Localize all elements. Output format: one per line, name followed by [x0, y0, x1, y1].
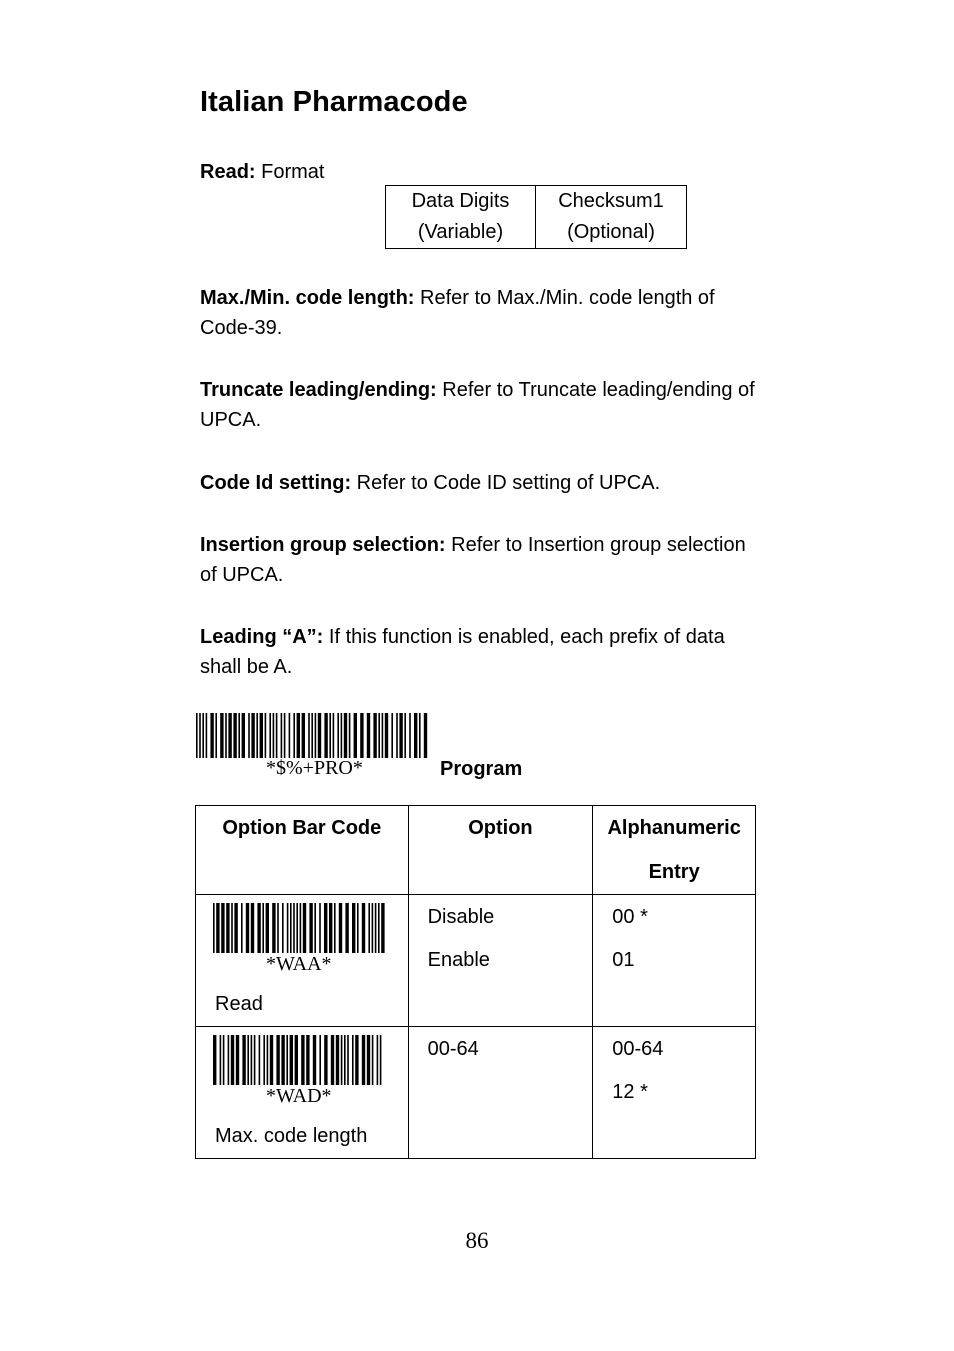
barcode-bar — [262, 903, 264, 953]
barcode-bar — [282, 903, 284, 953]
barcode-bar — [228, 713, 231, 758]
barcode-bar — [216, 903, 219, 953]
barcode-bar — [226, 903, 229, 953]
barcode-bar — [378, 713, 380, 758]
barcode-bar — [341, 713, 343, 758]
barcode-bar — [225, 713, 227, 758]
barcode-bar — [309, 903, 312, 953]
barcode-bar — [404, 713, 406, 758]
barcode-bar — [241, 903, 243, 953]
barcode-bar — [368, 903, 370, 953]
barcode-bar — [251, 713, 254, 758]
barcode-bar — [215, 713, 217, 758]
read-label: Read: — [200, 161, 256, 183]
barcode-bar — [308, 713, 310, 758]
barcode-bar — [341, 1035, 343, 1085]
barcode-bar — [382, 713, 384, 758]
barcode-bar — [284, 713, 286, 758]
barcode-bar — [221, 903, 224, 953]
barcode-bar — [242, 713, 245, 758]
barcode-bar — [362, 1035, 365, 1085]
option-value: Enable — [427, 949, 490, 971]
barcode-bar — [381, 903, 384, 953]
barcode-bar — [324, 1035, 327, 1085]
format-cell-line: Checksum1 — [558, 190, 664, 212]
barcode-bar — [223, 1035, 225, 1085]
barcode-bar — [375, 903, 377, 953]
barcode-bar — [372, 1035, 374, 1085]
row-name: Max. code length — [215, 1125, 368, 1147]
barcode-bar — [257, 903, 260, 953]
barcode-bar — [349, 713, 351, 758]
header-text: Option Bar Code — [222, 817, 382, 839]
program-barcode-caption: *$%+PRO* — [266, 757, 363, 779]
barcode-bar — [324, 903, 327, 953]
page-number: 86 — [465, 1228, 489, 1253]
section-truncate — [200, 375, 760, 435]
barcode-bar — [297, 713, 300, 758]
section-code-id — [200, 468, 760, 498]
row-read-options-cell — [408, 895, 593, 1027]
barcode-bar — [367, 1035, 370, 1085]
barcode-bar — [265, 713, 267, 758]
barcode-bar — [352, 1035, 354, 1085]
barcode-bar — [409, 713, 411, 758]
barcode-bar — [287, 903, 289, 953]
barcode-bar — [399, 713, 402, 758]
table-row — [196, 1027, 756, 1159]
section-label: Truncate leading/ending: — [200, 379, 437, 401]
barcode-bar — [231, 903, 233, 953]
page-title: Italian Pharmacode — [200, 86, 468, 118]
barcode-bar — [300, 903, 302, 953]
barcode-bar — [289, 713, 291, 758]
barcode-bar — [306, 1035, 309, 1085]
barcode-bar — [385, 713, 388, 758]
barcode-bar — [234, 903, 237, 953]
section-insertion-group — [200, 530, 760, 590]
option-value: Disable — [427, 906, 495, 928]
barcode-bar — [247, 1035, 249, 1085]
barcode-bar — [334, 903, 336, 953]
barcode-bar — [319, 903, 321, 953]
barcode-bar — [293, 903, 295, 953]
barcode-bar — [324, 713, 327, 758]
barcode-bar — [242, 1035, 245, 1085]
barcode-bar — [248, 713, 250, 758]
section-text: Refer to Insertion group selection of UPCA. — [200, 534, 746, 586]
entry-value: 00-64 — [612, 1038, 664, 1060]
barcode-bar — [314, 903, 316, 953]
barcode-bar — [270, 1035, 273, 1085]
barcode-bar — [213, 903, 215, 953]
barcode-bar — [378, 903, 380, 953]
section-label: Leading “A”: — [200, 626, 324, 648]
entry-value: 00 * — [612, 906, 648, 928]
read-barcode-caption: *WAA* — [266, 953, 332, 975]
barcode-bar — [220, 713, 223, 758]
barcode-bar — [273, 713, 275, 758]
barcode-bar — [333, 713, 335, 758]
header-text: Option — [468, 817, 533, 839]
barcode-bar — [296, 903, 298, 953]
section-text: Refer to Code ID setting of UPCA. — [356, 472, 661, 494]
section-max-min-code-length — [200, 283, 760, 343]
row-read-barcode-cell — [196, 895, 409, 1027]
barcode-bar — [281, 713, 283, 758]
header-text: Entry — [648, 861, 700, 883]
options-table-header — [196, 806, 756, 895]
barcode-bar — [267, 1035, 269, 1085]
barcode-bar — [414, 713, 417, 758]
row-name: Read — [215, 993, 263, 1015]
header-option-bar-code — [196, 806, 409, 895]
barcode-bar — [202, 713, 204, 758]
barcode-bar — [259, 1035, 261, 1085]
barcode-bar — [238, 713, 240, 758]
barcode-bar — [336, 1035, 339, 1085]
row-max-code-length-options-cell — [408, 1027, 593, 1159]
entry-value: 01 — [612, 949, 635, 971]
row-max-code-length-entries-cell — [593, 1027, 756, 1159]
barcode-bar — [210, 713, 213, 758]
barcode-bar — [254, 1035, 256, 1085]
barcode-bar — [286, 1035, 288, 1085]
option-value: 00-64 — [427, 1038, 479, 1060]
table-row — [196, 895, 756, 1027]
barcode-bar — [311, 713, 313, 758]
barcode-bar — [377, 1035, 379, 1085]
barcode-bar — [424, 713, 427, 758]
read-text: Format — [261, 161, 325, 183]
barcode-bar — [303, 903, 306, 953]
barcode-bar — [360, 713, 363, 758]
section-label: Insertion group selection: — [200, 534, 446, 556]
barcode-bar — [290, 1035, 293, 1085]
barcode-bar — [344, 713, 347, 758]
barcode-bar — [339, 903, 342, 953]
barcode-bar — [228, 1035, 230, 1085]
barcode-bar — [373, 713, 376, 758]
barcode-bar — [281, 1035, 284, 1085]
barcode-bar — [295, 1035, 298, 1085]
barcode-bar — [196, 713, 198, 758]
barcode-bar — [329, 713, 331, 758]
barcode-bar — [396, 713, 398, 758]
barcode-bar — [313, 1035, 316, 1085]
barcode-bar — [347, 1035, 349, 1085]
header-text: Alphanumeric — [607, 817, 741, 839]
barcode-bar — [293, 713, 295, 758]
barcode-bar — [354, 713, 357, 758]
read-barcode[interactable] — [213, 903, 385, 953]
barcode-bar — [380, 1035, 382, 1085]
barcode-bar — [256, 713, 258, 758]
barcode-bar — [315, 713, 317, 758]
barcode-bar — [301, 1035, 304, 1085]
barcode-bar — [419, 713, 421, 758]
format-table — [385, 185, 687, 249]
barcode-bar — [266, 903, 269, 953]
section-text: Refer to Truncate leading/ending of UPCA. — [200, 379, 755, 431]
header-alphanumeric-entry — [593, 806, 756, 895]
barcode-bar — [331, 1035, 334, 1085]
barcode-bar — [246, 903, 249, 953]
section-leading-a — [200, 622, 760, 682]
barcode-bar — [290, 903, 292, 953]
barcode-bar — [263, 1035, 265, 1085]
barcode-bar — [276, 713, 278, 758]
program-barcode[interactable] — [196, 713, 428, 758]
barcode-bar — [357, 903, 359, 953]
barcode-bar — [318, 713, 321, 758]
barcode-bar — [269, 713, 271, 758]
barcode-bar — [372, 903, 374, 953]
format-cell-line: Data Digits — [411, 190, 510, 212]
barcode-bar — [367, 713, 370, 758]
barcode-bar — [362, 903, 365, 953]
program-label: Program — [440, 758, 523, 780]
barcode-bar — [206, 713, 208, 758]
barcode-bar — [251, 903, 254, 953]
options-table — [195, 805, 756, 1159]
barcode-bar — [251, 1035, 253, 1085]
entry-value: 12 * — [612, 1081, 648, 1103]
barcode-bar — [391, 713, 393, 758]
section-label: Code Id setting: — [200, 472, 352, 494]
format-data-digits — [386, 186, 536, 249]
section-text: If this function is enabled, each prefix of data shall be A. — [200, 626, 725, 678]
read-format-line — [200, 157, 760, 187]
barcode-bar — [199, 713, 201, 758]
barcode-bar — [319, 1035, 321, 1085]
barcode-bar — [276, 1035, 279, 1085]
barcode-bar — [329, 903, 332, 953]
barcode-bar — [345, 903, 348, 953]
barcode-bar — [337, 713, 339, 758]
max-code-length-barcode[interactable] — [213, 1035, 385, 1085]
barcode-bar — [260, 713, 263, 758]
barcode-bar — [302, 713, 305, 758]
barcode-bar — [355, 1035, 358, 1085]
format-checksum — [536, 186, 687, 249]
barcode-bar — [352, 903, 355, 953]
row-max-code-length-barcode-cell — [196, 1027, 409, 1159]
format-cell-line: (Optional) — [567, 221, 655, 243]
barcode-bar — [236, 1035, 239, 1085]
barcode-bar — [231, 1035, 234, 1085]
section-text: Refer to Max./Min. code length of Code-39. — [200, 287, 715, 339]
max-code-length-barcode-caption: *WAD* — [266, 1085, 332, 1107]
header-option — [408, 806, 593, 895]
barcode-bar — [220, 1035, 222, 1085]
barcode-bar — [213, 1035, 216, 1085]
format-cell-line: (Variable) — [417, 221, 504, 243]
row-read-entries-cell — [593, 895, 756, 1027]
barcode-bar — [277, 903, 279, 953]
section-label: Max./Min. code length: — [200, 287, 415, 309]
barcode-bar — [272, 903, 275, 953]
barcode-bar — [233, 713, 236, 758]
barcode-bar — [344, 1035, 346, 1085]
